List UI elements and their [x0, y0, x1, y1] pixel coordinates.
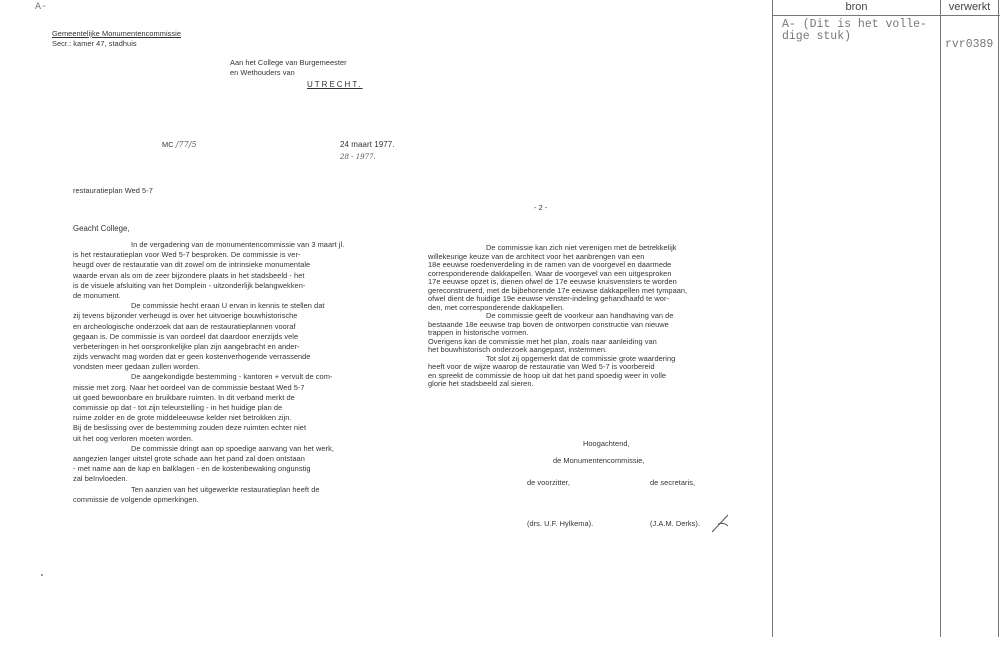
reference-handwritten: /77/5	[175, 140, 197, 149]
source-line1: A- (Dit is het volle-	[782, 18, 927, 31]
sender-name: Gemeentelijke Monumentencommissie	[52, 29, 181, 38]
chair-title: de voorzitter,	[527, 478, 571, 487]
committee: de Monumentencommissie,	[553, 456, 645, 465]
letter-line: uit goed bewoonbare en bruikbare ruimten. In dit verband merkt de	[73, 392, 295, 402]
letter-line: missie met zorg. Naar het oordeel van de commissie bestaat Wed 5-7	[73, 382, 305, 392]
table-border	[998, 0, 999, 637]
secretary-title: de secretaris,	[650, 478, 696, 487]
letter-line: corresponderende dakkapellen. Waar de voorgevel van een uitgesproken	[428, 268, 672, 278]
letter-line: Bij de beslissing over de bestemming zouden deze ruimten echter niet	[73, 423, 307, 433]
letter-line: en spreekt de commissie de hoop uit dat het pand spoedig weer in volle	[428, 370, 667, 380]
letter-line: Tot slot zij opgemerkt dat de commissie grote waardering	[486, 353, 676, 363]
scan-speck	[41, 574, 43, 576]
letter-line: trappen in historische vormen.	[428, 328, 529, 337]
chair-name: (drs. U.F. Hylkema).	[527, 519, 594, 528]
letter-line: willekeurige keuze van de architect voor het aanbrengen van een	[428, 251, 645, 261]
letter-line: Overigens kan de commissie met het plan, zoals naar aanleiding van	[428, 336, 657, 346]
letter-line: uit het oog verloren moeten worden.	[73, 433, 194, 443]
letter-line: de monument.	[73, 290, 121, 300]
letter-line: waarde ervan als om de zeer bijzondere plaats in het stadsbeeld - het	[73, 270, 305, 280]
letter-line: gegaan is. De commissie is van oordeel dat daardoor enerzijds vele	[73, 331, 299, 341]
letter-line: De commissie dringt aan op spoedige aanvang van het werk,	[131, 443, 334, 453]
letter-line: bestaande 18e eeuwse trap boven de ontworpen constructie van nieuwe	[428, 319, 669, 329]
sender-address: Secr.: kamer 47, stadhuis	[52, 39, 137, 48]
letter-line: vondsten meer gedaan zullen worden.	[73, 362, 201, 372]
letter-line: verbeteringen in het oorspronkelijke plan zijn aangebracht en ander-	[73, 341, 300, 351]
closing: Hoogachtend,	[583, 439, 630, 448]
page-number: - 2 -	[534, 203, 548, 212]
addressee-city: UTRECHT.	[307, 80, 363, 89]
secretary-name: (J.A.M. Derks).	[650, 519, 701, 528]
letter-line: commissie op dat - tot zijn teleurstelling - in het huidige plan de	[73, 403, 283, 412]
letter-line: glorie het stadsbeeld zal sieren.	[428, 379, 534, 388]
letter-line: gereconstrueerd, met de bijbehorende 17e eeuwse dakkapellen met tympaan,	[428, 285, 688, 295]
letter-line: heugd over de restauratie van dit zowel om de intrinsieke monumentale	[73, 260, 311, 270]
header-verwerkt: verwerkt	[948, 1, 991, 13]
salutation: Geacht College,	[73, 224, 130, 233]
page1-body	[73, 240, 344, 505]
letter-line: In de vergadering van de monumentencommissie van 3 maart jl.	[131, 240, 345, 249]
letter-date: 24 maart 1977.	[340, 140, 395, 149]
letter-line: De commissie kan zich niet verenigen met de betrekkelijk	[486, 243, 677, 252]
signature-paraph	[710, 512, 732, 534]
table-border	[940, 0, 941, 637]
letter-line: ofwel dient de huidige 19e eeuwse venster-indeling gehandhaafd te wor-	[428, 294, 669, 303]
letter-line: - met name aan de kap en balklagen - en de kostenbewaking ongunstig	[73, 464, 311, 474]
letter-line: zal beïnvloeden.	[73, 474, 128, 484]
letter-line: heeft voor de wijze waarop de restauratie van Wed 5-7 is voorbereid	[428, 362, 655, 371]
letter-line: 17e eeuwse opzet is, dienen ofwel de 17e eeuwse kruisvensters te worden	[428, 277, 677, 286]
letter-line: zij tevens bijzonder verheugd is over het uitvoerige bouwhistorische	[73, 311, 298, 321]
addressee-line1: Aan het College van Burgemeester	[230, 58, 347, 67]
letter-line: aangezien langer uitstel grote schade aan het pand zal doen ontstaan	[73, 453, 305, 463]
letter-line: De commissie hecht eraan U ervan in kennis te stellen dat	[131, 301, 325, 311]
page2-body	[428, 244, 687, 389]
letter-line: 18e eeuwse roedenverdeling in de ramen van de voorgevel en daarmede	[428, 260, 672, 269]
letter-line: den, met corresponderende dakkapellen.	[428, 302, 565, 312]
reference-printed: MC	[162, 140, 174, 149]
handwritten-date: 28 - 1977.	[340, 153, 376, 161]
letter-line: zijds verwacht mag worden dat er geen kostenverhogende verrassende	[73, 352, 311, 362]
letter-line: De commissie geeft de voorkeur aan handhaving van de	[486, 311, 674, 320]
table-header-divider	[772, 15, 1000, 16]
letter-line: ruime zolder en de grote middeleeuwse kelder niet betrokken zijn.	[73, 413, 292, 423]
letter-line: is het restauratieplan voor Wed 5-7 besproken. De commissie is ver-	[73, 250, 301, 260]
reference	[162, 140, 197, 149]
processed-id: rvr0389	[945, 38, 994, 51]
table-border	[772, 0, 773, 637]
letter-line: en archeologische onderzoek dat aan de restauratieplannen vooraf	[73, 321, 296, 331]
letter-line: is de visuele afsluiting van het Domplein - uitzonderlijk belangwekken-	[73, 280, 306, 290]
letter-line: commissie de volgende opmerkingen.	[73, 494, 199, 504]
subject: restauratieplan Wed 5-7	[73, 186, 153, 195]
header-bron: bron	[845, 1, 868, 13]
letter-line: Ten aanzien van het uitgewerkte restauratieplan heeft de	[131, 484, 320, 494]
source-line2: dige stuk)	[782, 30, 852, 43]
letter-line: De aangekondigde bestemming - kantoren + vervult de com-	[131, 372, 333, 382]
letter-line: het bouwhistorisch onderzoek aangepast, instemmen.	[428, 345, 608, 354]
addressee-line2: en Wethouders van	[230, 68, 295, 77]
corner-mark: A-	[35, 2, 48, 13]
